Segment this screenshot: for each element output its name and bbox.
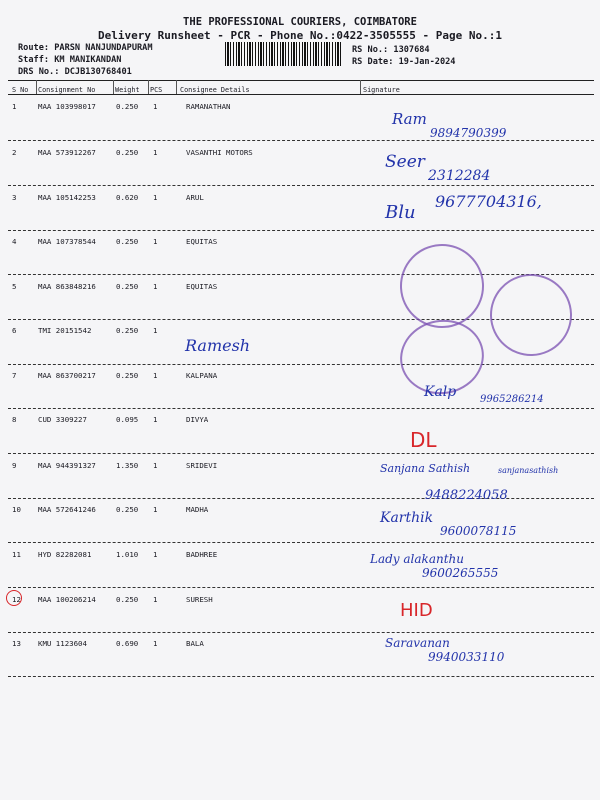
sno-cell: 10	[12, 505, 21, 514]
handwritten-phone: 9677704316,	[435, 192, 542, 211]
row-divider	[8, 274, 594, 275]
header-top-rule	[8, 80, 594, 81]
row-divider	[8, 364, 594, 365]
pcs-cell: 1	[153, 461, 158, 470]
runsheet-title: Delivery Runsheet - PCR - Phone No.:0422-3505555 - Page No.:1	[98, 29, 502, 42]
drs-number: DRS No.: DCJB130768401	[18, 67, 132, 77]
handwritten-phone: 9965286214	[480, 394, 544, 405]
column-divider	[36, 80, 37, 94]
signature: Ramesh	[185, 336, 251, 355]
col-header-sno: S No	[12, 86, 29, 94]
red-pen-circle	[6, 590, 22, 606]
consignment-cell: MAA 863700217	[38, 371, 96, 380]
row-divider	[8, 587, 594, 588]
signature: Seer	[385, 152, 425, 172]
pcs-cell: 1	[153, 326, 158, 335]
sno-cell: 7	[12, 371, 17, 380]
pcs-cell: 1	[153, 102, 158, 111]
col-header-signature: Signature	[363, 86, 400, 94]
consignment-cell: MAA 107378544	[38, 237, 96, 246]
sno-cell: 11	[12, 550, 21, 559]
column-divider	[113, 80, 114, 94]
column-divider	[176, 80, 177, 94]
weight-cell: 0.250	[116, 148, 139, 157]
sno-cell: 4	[12, 237, 17, 246]
consignee-cell: BALA	[186, 639, 204, 648]
consignee-cell: KALPANA	[186, 371, 218, 380]
sno-cell: 3	[12, 193, 17, 202]
consignment-cell: TMI 20151542	[38, 326, 92, 335]
handwritten-phone: 9940033110	[428, 650, 505, 664]
consignee-cell: RAMANATHAN	[186, 102, 231, 111]
pcs-cell: 1	[153, 148, 158, 157]
consignee-cell: BADHREE	[186, 550, 218, 559]
sno-cell: 12	[12, 595, 21, 604]
weight-cell: 0.250	[116, 282, 139, 291]
weight-cell: 0.095	[116, 415, 139, 424]
consignee-cell: DIVYA	[186, 415, 209, 424]
pcs-cell: 1	[153, 415, 158, 424]
weight-cell: 0.250	[116, 102, 139, 111]
sno-cell: 13	[12, 639, 21, 648]
consignment-cell: MAA 944391327	[38, 461, 96, 470]
weight-cell: 1.350	[116, 461, 139, 470]
red-note: HID	[400, 600, 433, 621]
row-divider	[8, 230, 594, 231]
sno-cell: 1	[12, 102, 17, 111]
consignee-cell: SURESH	[186, 595, 213, 604]
barcode	[225, 42, 343, 66]
column-divider	[148, 80, 149, 94]
signature: Karthik	[380, 510, 434, 526]
red-note: DL	[410, 428, 437, 452]
signature: Blu	[385, 202, 416, 223]
sno-cell: 5	[12, 282, 17, 291]
col-header-weight: Weight	[115, 86, 140, 94]
sno-cell: 9	[12, 461, 17, 470]
sno-cell: 2	[12, 148, 17, 157]
pcs-cell: 1	[153, 595, 158, 604]
consignment-cell: HYD 82282081	[38, 550, 92, 559]
sno-cell: 6	[12, 326, 17, 335]
weight-cell: 0.250	[116, 237, 139, 246]
sno-cell: 8	[12, 415, 17, 424]
pcs-cell: 1	[153, 282, 158, 291]
col-header-consignee: Consignee Details	[180, 86, 250, 94]
company-name: THE PROFESSIONAL COURIERS, COIMBATORE	[183, 16, 417, 28]
handwritten-name: sanjanasathish	[498, 466, 559, 475]
signature: Saravanan	[385, 636, 450, 650]
rs-date: RS Date: 19-Jan-2024	[352, 57, 456, 67]
consignee-cell: EQUITAS	[186, 237, 218, 246]
row-divider	[8, 676, 594, 677]
consignment-cell: CUD 3309227	[38, 415, 87, 424]
col-header-consignment: Consignment No	[38, 86, 96, 94]
weight-cell: 0.250	[116, 505, 139, 514]
pcs-cell: 1	[153, 371, 158, 380]
consignee-cell: VASANTHI MOTORS	[186, 148, 253, 157]
consignment-cell: MAA 100206214	[38, 595, 96, 604]
row-divider	[8, 140, 594, 141]
consignment-cell: MAA 105142253	[38, 193, 96, 202]
pcs-cell: 1	[153, 193, 158, 202]
handwritten-phone: 9894790399	[430, 126, 507, 140]
row-divider	[8, 453, 594, 454]
staff-label: Staff: KM MANIKANDAN	[18, 55, 122, 65]
handwritten-phone: 9488224058	[425, 488, 508, 503]
row-divider	[8, 542, 594, 543]
weight-cell: 0.250	[116, 326, 139, 335]
consignment-cell: MAA 863848216	[38, 282, 96, 291]
weight-cell: 0.690	[116, 639, 139, 648]
signature: Sanjana Sathish	[380, 462, 471, 475]
pcs-cell: 1	[153, 237, 158, 246]
consignment-cell: MAA 572641246	[38, 505, 96, 514]
weight-cell: 0.250	[116, 371, 139, 380]
pcs-cell: 1	[153, 639, 158, 648]
pcs-cell: 1	[153, 550, 158, 559]
consignment-cell: MAA 103998017	[38, 102, 96, 111]
weight-cell: 0.620	[116, 193, 139, 202]
signature: Kalp	[424, 384, 457, 400]
consignee-cell: SRIDEVI	[186, 461, 218, 470]
consignment-cell: KMU 1123604	[38, 639, 87, 648]
column-divider	[360, 80, 361, 94]
col-header-pcs: PCS	[150, 86, 163, 94]
header-bottom-rule	[8, 94, 594, 95]
weight-cell: 0.250	[116, 595, 139, 604]
consignee-cell: MADHA	[186, 505, 209, 514]
route-label: Route: PARSN NANJUNDAPURAM	[18, 43, 153, 53]
row-divider	[8, 632, 594, 633]
handwritten-phone: 9600078115	[440, 524, 517, 538]
signature: Lady alakanthu	[370, 552, 464, 566]
consignment-cell: MAA 573912267	[38, 148, 96, 157]
row-divider	[8, 408, 594, 409]
consignee-cell: EQUITAS	[186, 282, 218, 291]
consignee-cell: ARUL	[186, 193, 204, 202]
handwritten-phone: 2312284	[428, 168, 491, 184]
rs-number: RS No.: 1307684	[352, 45, 430, 55]
pcs-cell: 1	[153, 505, 158, 514]
row-divider	[8, 185, 594, 186]
signature: Ram	[392, 110, 427, 128]
handwritten-phone: 9600265555	[422, 566, 499, 580]
weight-cell: 1.010	[116, 550, 139, 559]
